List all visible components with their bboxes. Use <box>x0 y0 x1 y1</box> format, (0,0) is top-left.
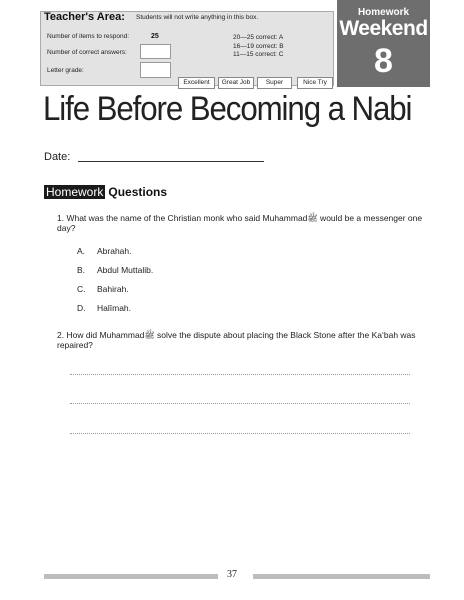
items-value: 25 <box>151 33 159 40</box>
option-letter: D. <box>77 303 86 313</box>
section-heading-rest: Questions <box>108 185 168 199</box>
footer-bar-right <box>253 574 430 579</box>
letter-grade-field[interactable] <box>140 62 171 78</box>
grade-scale <box>233 34 284 60</box>
great-job-button[interactable]: Great Job <box>218 77 254 89</box>
grade-label: Letter grade: <box>47 67 84 74</box>
option-letter: A. <box>77 246 86 256</box>
super-button[interactable]: Super <box>257 77 292 89</box>
grade-scale-c: 11—15 correct: C <box>233 51 284 58</box>
teacher-area <box>40 11 334 86</box>
badge-weekend: Weekend <box>339 17 428 40</box>
page-number: 37 <box>227 569 237 580</box>
homework-weekend-badge <box>337 0 430 87</box>
badge-number: 8 <box>374 42 393 80</box>
answer-line-3[interactable] <box>70 433 410 434</box>
section-heading-highlight: Homework <box>46 185 104 199</box>
teacher-area-note: Students will not write anything in this box. <box>136 14 259 21</box>
grade-scale-b: 16—19 correct: B <box>233 42 284 50</box>
option-text: Abrahah. <box>97 246 132 256</box>
date-field[interactable] <box>78 161 264 162</box>
section-heading <box>44 185 167 199</box>
excellent-button[interactable]: Excellent <box>178 77 215 89</box>
correct-answers-field[interactable] <box>140 44 171 59</box>
correct-label: Number of correct answers: <box>47 49 127 56</box>
badge-homework: Homework <box>357 7 410 18</box>
answer-line-2[interactable] <box>70 403 410 404</box>
question-1: 1. What was the name of the Christian monk who said Muhammadﷺ would be a messenger one day? <box>57 213 423 233</box>
option-letter: B. <box>77 265 86 275</box>
answer-line-1[interactable] <box>70 374 410 375</box>
option-text: Abdul Muttalib. <box>97 265 154 275</box>
items-label: Number of items to respond: <box>47 33 130 40</box>
page-title: Life Before Becoming a Nabi <box>43 90 412 128</box>
option-text: Bahirah. <box>97 284 129 294</box>
question-2: 2. How did Muhammadﷺ solve the dispute about placing the Black Stone after the Ka‘bah was repaired? <box>57 330 416 350</box>
footer-bar-left <box>44 574 218 579</box>
teacher-area-title: Teacher's Area: <box>44 11 125 23</box>
nice-try-button[interactable]: Nice Try <box>297 77 333 89</box>
date-label: Date: <box>44 151 71 163</box>
option-letter: C. <box>77 284 86 294</box>
option-text: Halīmah. <box>97 303 132 313</box>
grade-scale-a: 20—25 correct: A <box>233 34 284 41</box>
